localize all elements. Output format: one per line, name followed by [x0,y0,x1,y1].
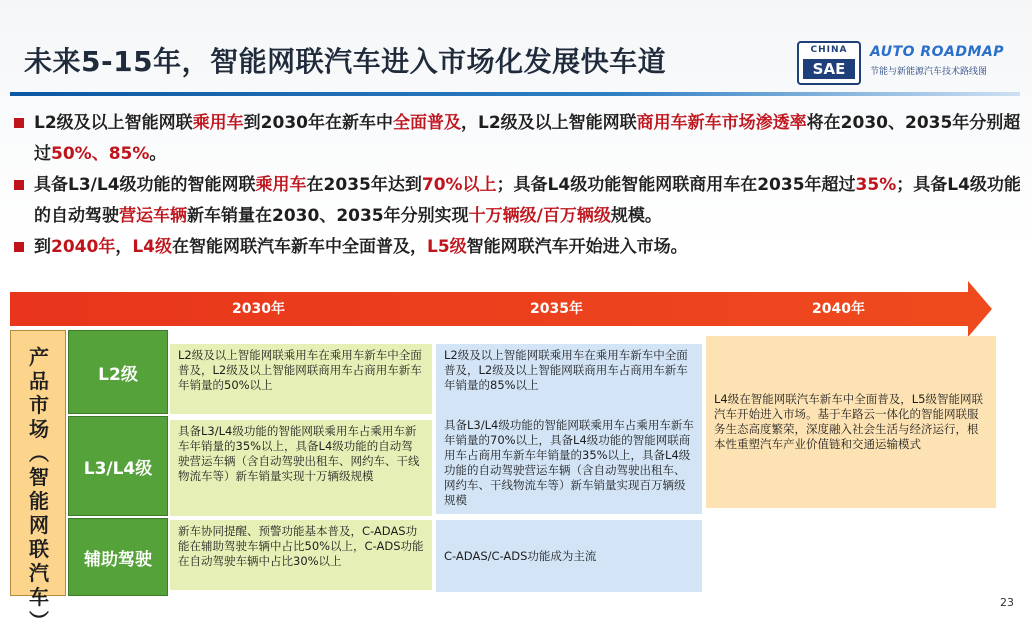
cell-l2-2035: L2级及以上智能网联乘用车在乘用车新车中全面普及，L2级及以上智能网联商用车占商用车新车年销量的85%以上 [436,344,702,414]
auto-roadmap-logo [870,44,1020,77]
bullet-text-run: 规模。 [610,206,662,226]
cell-l3l4-2035: 具备L3/L4级功能的智能网联乘用车占乘用车新车年销量的70%以上，具备L4级功能的智能网联商用车占商用车新车年销量的35%以上，具备L4级功能的自动驾驶营运车辆（含自动驾驶出租车、网约车、干线物流车等）新车销量实现百万辆级规模 [436,414,702,514]
bullet-item [12,232,1024,263]
cell-2040: L4级在智能网联汽车新车中全面普及，L5级智能网联汽车开始进入市场。基于车路云一体化的智能网联服务生态高度繁荣，深度融入社会生活与经济运行，根本性重塑汽车产业价值链和交通运输模式 [706,336,996,508]
roadmap-table [10,330,1000,633]
sae-logo-main: SAE [803,59,855,79]
bullet-item [12,108,1024,170]
level-l3-l4: L3/L4级 [68,416,168,516]
category-char: 网 [29,513,49,537]
category-char: 品 [29,369,49,393]
highlight-text: 营运车辆 [119,206,187,226]
category-char: ︵ [29,441,49,465]
bullet-text-run: L2级及以上智能网联 [34,113,193,133]
category-label [11,345,67,633]
page-number: 23 [1000,596,1014,609]
category-char: ︶ [29,609,49,633]
category-char: 车 [29,585,49,609]
bullet-item [12,170,1024,232]
timeline-year-2040: 2040年 [812,301,865,317]
bullet-text-run: 。 [149,144,167,164]
bullet-text [34,113,1020,164]
highlight-text: 全面普及 [393,113,461,133]
category-char: 能 [29,489,49,513]
category-cell [10,330,66,633]
bullet-text-run: ；具备L4级功能智能网联商用车在2035年超过 [496,175,856,195]
timeline-year-2030: 2030年 [232,301,285,317]
cell-assist-2030: 新车协同提醒、预警功能基本普及，C-ADAS功能在辅助驾驶车辆中占比50%以上，C-ADS功能在自动驾驶车辆中占比30%以上 [170,520,432,590]
highlight-text: L5级 [427,237,467,257]
timeline-year-2035: 2035年 [530,301,583,317]
highlight-text: L4级 [132,237,172,257]
highlight-text: 乘用车 [255,175,307,195]
highlight-text: 商用车新车市场渗透率 [636,113,807,133]
bullet-text-run: ；具备L4级功能的自动驾驶 [34,175,1021,226]
cell-l3l4-2030: 具备L3/L4级功能的智能网联乘用车占乘用车新车年销量的35%以上，具备L4级功能的自动驾驶营运车辆（含自动驾驶出租车、网约车、干线物流车等）新车销量实现十万辆级规模 [170,420,432,516]
category-char: 市 [29,393,49,417]
bullet-text-run: 具备L3/L4级功能的智能网联 [34,175,256,195]
bullet-text-run: 到2030年在新车中 [243,113,393,133]
bullet-text-run: 在智能网联汽车新车中全面普及， [172,237,427,257]
bullet-text-run: 将在2030、2035年分别超过 [34,113,1021,164]
category-char: 智 [29,465,49,489]
highlight-text: 70%以上 [421,175,497,195]
highlight-text: 35% [855,175,897,195]
bullet-marker-icon [14,180,24,190]
bullet-text-run: ， [115,237,133,257]
sae-logo-top: CHINA [810,45,848,55]
china-sae-logo [797,41,861,85]
bullet-text-run: ，L2级及以上智能网联 [461,113,637,133]
title-underline [10,92,1020,96]
highlight-text: 50%、85% [51,144,150,164]
bullet-marker-icon [14,242,24,252]
bullet-text [34,175,1021,226]
highlight-text: 2040年 [51,237,116,257]
bullet-text [34,237,688,257]
cell-assist-2035: C-ADAS/C-ADS功能成为主流 [436,520,702,592]
slide-title: 未来5-15年，智能网联汽车进入市场化发展快车道 [24,45,667,78]
roadmap-logo-subtitle: 节能与新能源汽车技术路线图 [870,67,988,77]
category-char: 联 [29,537,49,561]
bullet-marker-icon [14,118,24,128]
cell-l2-2030: L2级及以上智能网联乘用车在乘用车新车中全面普及，L2级及以上智能网联商用车占商用车新车年销量的50%以上 [170,344,432,414]
level-l2: L2级 [68,330,168,414]
bullet-text-run: 新车销量在2030、2035年分别实现 [187,206,469,226]
bullet-text-run: 到 [34,237,51,257]
highlight-text: 十万辆级/百万辆级 [468,206,611,226]
category-char: 场 [29,417,49,441]
level-assisted-driving: 辅助驾驶 [68,518,168,596]
category-char: 汽 [29,561,49,585]
category-char: 产 [29,345,49,369]
bullet-text-run: 在2035年达到 [306,175,422,195]
bullet-text-run: 智能网联汽车开始进入市场。 [466,237,688,257]
timeline-arrow-head [968,281,992,337]
roadmap-logo-name: AUTO ROADMAP [870,44,1005,60]
highlight-text: 乘用车 [192,113,244,133]
bullet-list [12,108,1024,263]
